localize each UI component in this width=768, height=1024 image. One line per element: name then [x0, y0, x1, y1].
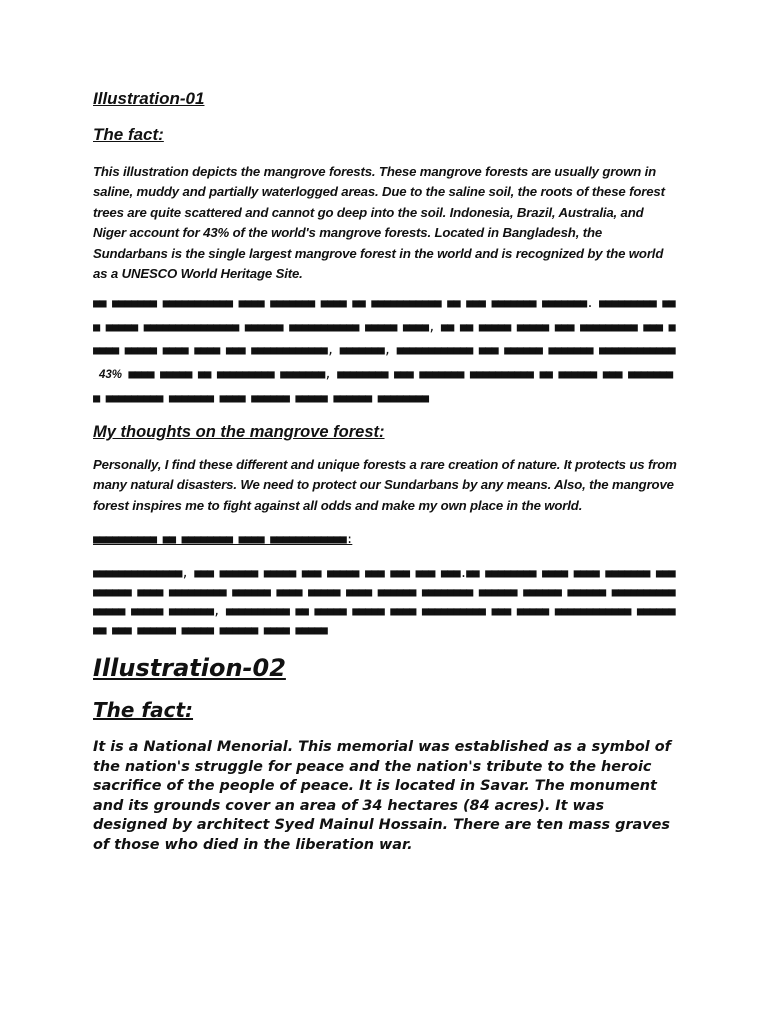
fact-heading-1: The fact:	[93, 125, 164, 144]
thoughts-paragraph: Personally, I find these different and unique forests a rare creation of nature. It protects us from many natural disasters. We need to protect our Sundarbans by any means. Also, the mangrove forest inspires me to fight against all odds and make my own place in the world.	[93, 456, 677, 513]
bengali-thoughts-paragraph: ■■■■■■■■■■■■■■, ■■■ ■■■■■■ ■■■■■ ■■■ ■■■■■ ■■■ ■■■ ■■■ ■■■.■■ ■■■■■■■■ ■■■■ ■■■■ ■■■■■■■ ■■■ ■■■■■■ ■■■■ ■■■■■■■■■ ■■■■■■ ■■■■ ■■■■■ ■■■■ ■■■■■■ ■■■■■■■■ ■■■■■■ ■■■■■■ ■■■■■■ ■■■■■■■■■■ ■■■■■ ■■■■■ ■■■■■■■, ■■■■■■■■■■ ■■ ■■■■■ ■■■■■ ■■■■ ■■■■■■■■■■ ■■■ ■■■■■ ■■■■■■■■■■■■ ■■■■■■■■ ■■■ ■■■■■■ ■■■■■ ■■■■■■ ■■■■ ■■■■■	[93, 566, 675, 638]
bengali-fact-text-a: ■■ ■■■■■■■ ■■■■■■■■■■■ ■■■■ ■■■■■■■ ■■■■ ■■ ■■■■■■■■■■■ ■■ ■■■ ■■■■■■■ ■■■■■■■. ■■■■■■■■■ ■■■ ■■■■■ ■■■■■■■■■■■■■■■ ■■■■■■ ■■■■■■■■■■■ ■■■■■ ■■■■, ■■ ■■ ■■■■■ ■■■■■ ■■■ ■■■■■■■■■ ■■■ ■■■■■ ■■■■■ ■■■■ ■■■■ ■■■ ■■■■■■■■■■■■, ■■■■■■■, ■■■■■■■■■■■■ ■■■ ■■■■■■ ■■■■■■■ ■■■■■■■■■■■■	[93, 296, 675, 358]
fact-paragraph-2: It is a National Menorial. This memorial was established as a symbol of the nation's struggle for peace and the nation's tribute to the heroic sacrifice of the people of peace. It is located in Savar. The monument and its grounds cover an area of 34 hectares (84 acres). It was designed by architect Syed Mainul Hossain. There are ten mass graves of those who died in the liberation war.	[93, 739, 671, 853]
thoughts-heading: My thoughts on the mangrove forest:	[93, 422, 385, 441]
bengali-fact-paragraph	[93, 292, 678, 411]
document-page	[93, 86, 678, 855]
bengali-fact-text-b: ■■■■ ■■■■■ ■■ ■■■■■■■■■ ■■■■■■■, ■■■■■■■■ ■■■ ■■■■■■■ ■■■■■■■■■■ ■■ ■■■■■■ ■■■ ■■■■■■■■ ■■■■■■■■■ ■■■■■■■ ■■■■ ■■■■■■ ■■■■■ ■■■■■■ ■■■■■■■■	[93, 366, 673, 406]
illustration-01-title: Illustration-01	[93, 89, 205, 108]
illustration-02-title: Illustration-02	[93, 654, 286, 683]
bengali-fact-percent: 43%	[99, 368, 123, 381]
fact-heading-2: The fact:	[93, 698, 194, 723]
bengali-thoughts-heading: ■■■■■■■■■■ ■■ ■■■■■■■■ ■■■■ ■■■■■■■■■■■■:	[93, 532, 353, 547]
fact-paragraph-1: This illustration depicts the mangrove forests. These mangrove forests are usually grown in saline, muddy and partially waterlogged areas. Due to the saline soil, the roots of these forest trees are quite scattered and cannot go deep into the soil. Indonesia, Brazil, Australia, and Niger account for 43% of the world's mangrove forests. Located in Bangladesh, the Sundarbans is the single largest mangrove forest in the world and is recognized by the world as a UNESCO World Heritage Site.	[93, 164, 665, 282]
